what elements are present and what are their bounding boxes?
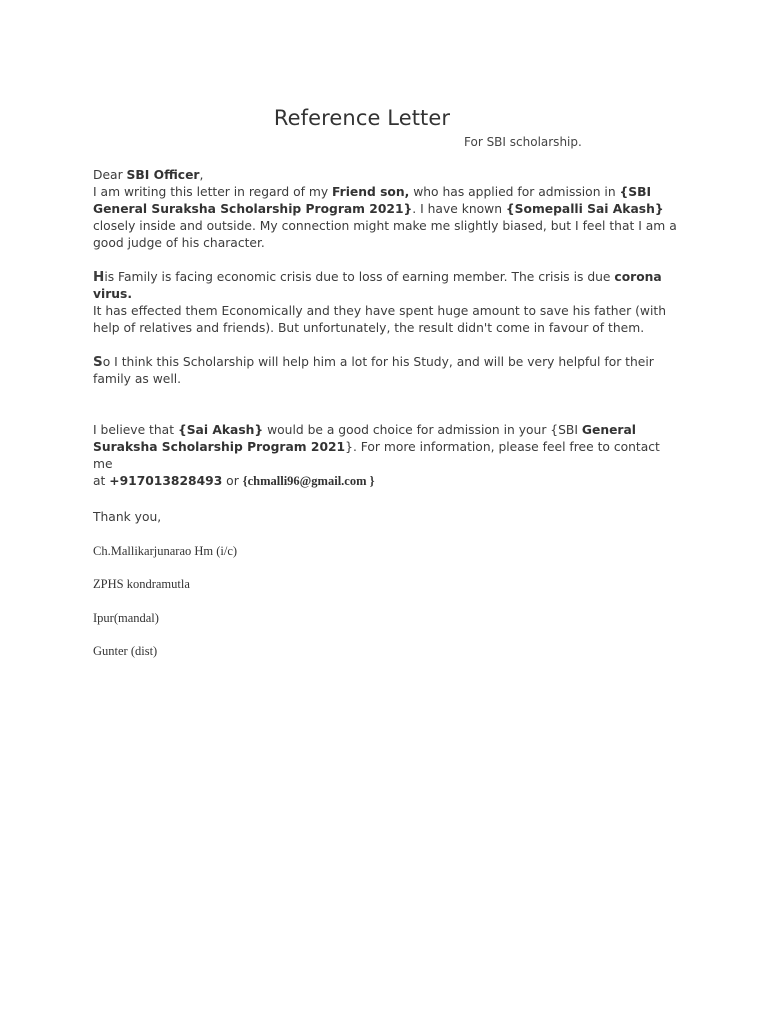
text-run: at — [93, 474, 110, 488]
letter-subtitle: For SBI scholarship. — [464, 135, 582, 149]
signature-school: ZPHS kondramutla — [93, 577, 190, 591]
bold-run: Friend son, — [332, 185, 410, 199]
email-address: {chmalli96@gmail.com } — [242, 474, 375, 488]
signature-block — [93, 509, 237, 677]
salutation-suffix: , — [199, 168, 204, 182]
salutation-prefix: Dear — [93, 168, 127, 182]
drop-cap: S — [93, 354, 103, 370]
drop-cap: H — [93, 269, 105, 285]
paragraph-family-continued: It has effected them Economically and they have spent huge amount to save his father (with help of relatives and friends). But unfortunately, the result didn't come in favour of them. — [93, 304, 666, 335]
text-run: . I have known — [412, 202, 506, 216]
closing: Thank you, — [93, 510, 162, 524]
text-run: would be a good choice for admission in your {SBI — [263, 423, 582, 437]
paragraph-family — [93, 269, 678, 303]
paragraph-intro — [93, 184, 678, 252]
signature-district: Gunter (dist) — [93, 644, 158, 658]
text-run: I am writing this letter in regard of my — [93, 185, 333, 199]
bold-run: General Suraksha Scholarship Program 2021 — [93, 423, 637, 454]
spacer — [93, 337, 678, 354]
text-run: closely inside and outside. My connection might make me slightly biased, but I feel that I am a good judge of his character. — [93, 219, 677, 250]
letter-title: Reference Letter — [273, 106, 451, 130]
text-run: is Family is facing economic crisis due to loss of earning member. The crisis is due — [104, 270, 615, 284]
bold-run: {SBI General Suraksha Scholarship Program 2021} — [93, 185, 652, 216]
signature-mandal: Ipur(mandal) — [93, 610, 159, 625]
paragraph-scholarship — [93, 354, 678, 388]
text-run: }. For more information, please feel free to contact me — [93, 440, 660, 471]
text-run: I believe that — [93, 423, 178, 437]
bold-run: corona virus. — [93, 270, 662, 301]
phone-number: +917013828493 — [109, 474, 223, 488]
salutation-recipient: SBI Officer — [126, 168, 200, 182]
spacer — [93, 388, 678, 422]
paragraph-recommendation — [93, 422, 678, 490]
bold-run: {Somepalli Sai Akash} — [505, 202, 664, 216]
spacer — [93, 252, 678, 269]
text-run: o I think this Scholarship will help him a lot for his Study, and will be very helpful for their family as well. — [93, 355, 654, 386]
letter-body — [93, 167, 678, 490]
text-run: who has applied for admission in — [409, 185, 620, 199]
text-run: or — [222, 474, 243, 488]
bold-run: {Sai Akash} — [177, 423, 264, 437]
signature-name: Ch.Mallikarjunarao Hm (i/c) — [93, 543, 238, 558]
salutation — [93, 167, 678, 184]
